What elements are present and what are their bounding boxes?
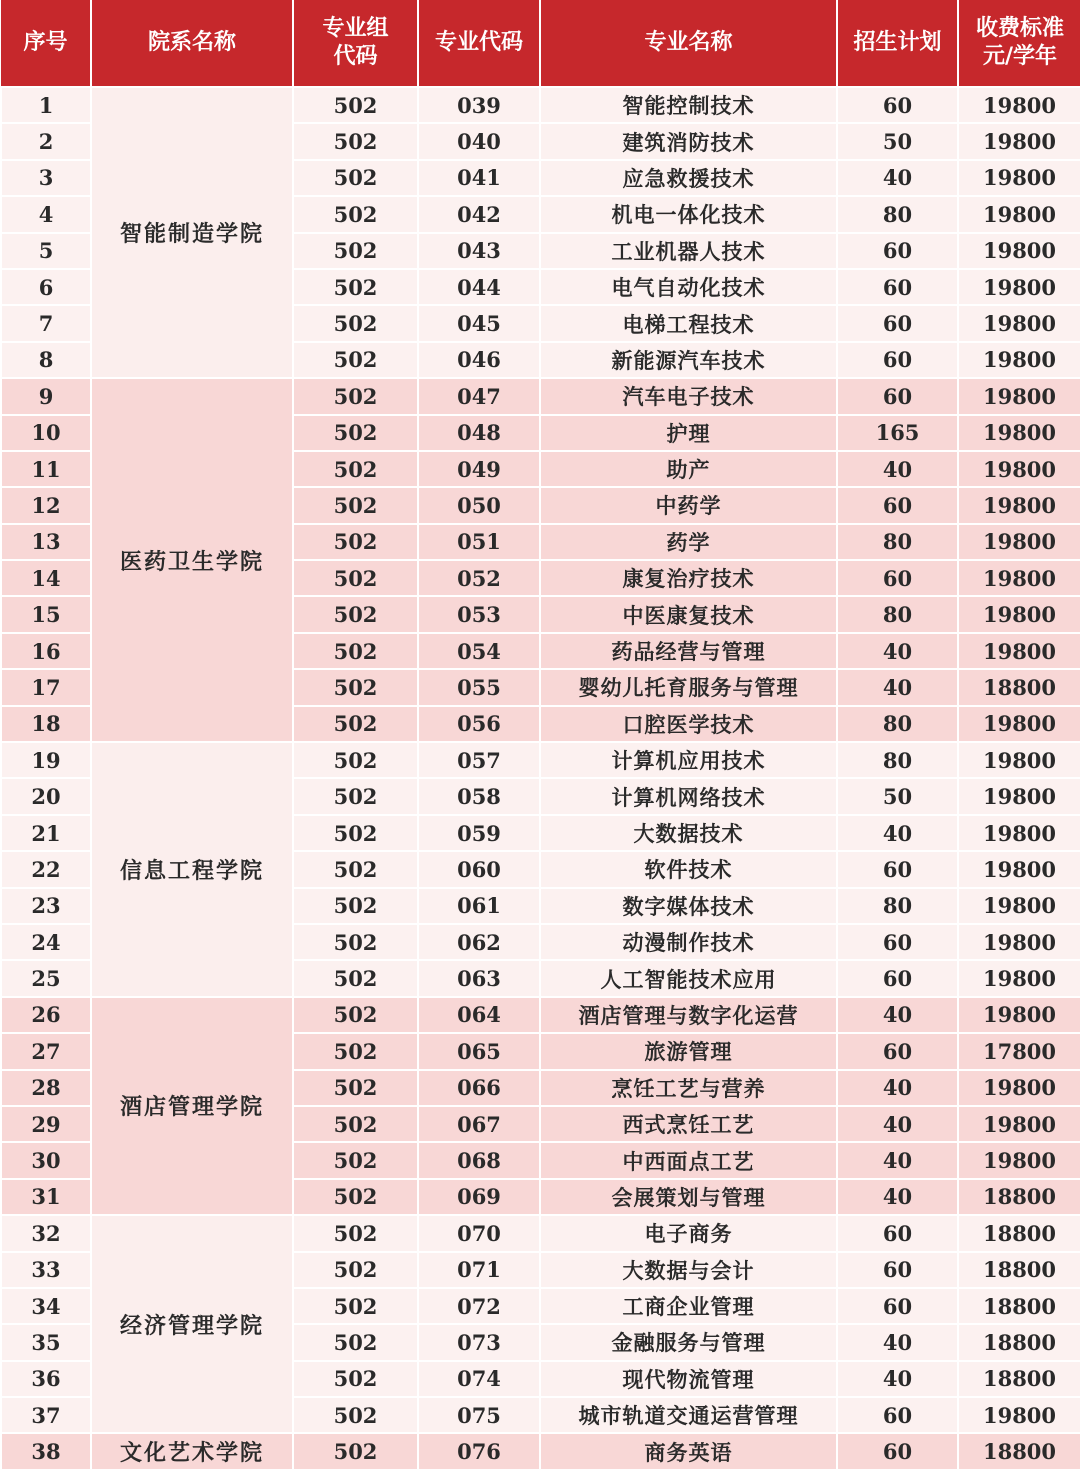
- header-major-code: 专业代码: [418, 0, 540, 87]
- group-code-cell: 502: [293, 1142, 418, 1178]
- major-code-cell: 075: [418, 1397, 540, 1433]
- seq-cell: 37: [1, 1397, 91, 1433]
- major-name-cell: 现代物流管理: [540, 1361, 837, 1397]
- header-fee: [958, 0, 1080, 87]
- department-name-cell: 酒店管理学院: [91, 997, 293, 1215]
- seq-cell: 28: [1, 1070, 91, 1106]
- fee-cell: 18800: [958, 1215, 1080, 1251]
- fee-cell: 17800: [958, 1033, 1080, 1069]
- major-name-cell: 人工智能技术应用: [540, 960, 837, 996]
- major-code-cell: 039: [418, 87, 540, 123]
- fee-cell: 19800: [958, 560, 1080, 596]
- group-code-cell: 502: [293, 1288, 418, 1324]
- fee-cell: 19800: [958, 706, 1080, 742]
- seq-cell: 1: [1, 87, 91, 123]
- plan-cell: 40: [837, 633, 958, 669]
- major-code-cell: 060: [418, 851, 540, 887]
- major-code-cell: 065: [418, 1033, 540, 1069]
- major-code-cell: 068: [418, 1142, 540, 1178]
- department-name-cell: 智能制造学院: [91, 87, 293, 378]
- fee-cell: 18800: [958, 1361, 1080, 1397]
- group-code-cell: 502: [293, 1324, 418, 1360]
- table-row: [1, 87, 1080, 123]
- seq-cell: 23: [1, 888, 91, 924]
- major-name-cell: 软件技术: [540, 851, 837, 887]
- fee-cell: 19800: [958, 87, 1080, 123]
- seq-cell: 20: [1, 778, 91, 814]
- department-name-cell: 医药卫生学院: [91, 378, 293, 742]
- group-code-cell: 502: [293, 997, 418, 1033]
- seq-cell: 9: [1, 378, 91, 414]
- plan-cell: 60: [837, 1433, 958, 1469]
- table-body: [1, 87, 1080, 1470]
- header-group-code-line2: 代码: [333, 44, 378, 69]
- plan-cell: 80: [837, 888, 958, 924]
- seq-cell: 6: [1, 269, 91, 305]
- major-code-cell: 051: [418, 524, 540, 560]
- seq-cell: 26: [1, 997, 91, 1033]
- group-code-cell: 502: [293, 1179, 418, 1215]
- major-code-cell: 057: [418, 742, 540, 778]
- header-seq: 序号: [1, 0, 91, 87]
- plan-cell: 60: [837, 1288, 958, 1324]
- seq-cell: 5: [1, 233, 91, 269]
- header-fee-line2: 元/学年: [982, 44, 1058, 69]
- major-code-cell: 052: [418, 560, 540, 596]
- fee-cell: 19800: [958, 1397, 1080, 1433]
- group-code-cell: 502: [293, 815, 418, 851]
- major-code-cell: 063: [418, 960, 540, 996]
- group-code-cell: 502: [293, 487, 418, 523]
- major-name-cell: 应急救援技术: [540, 160, 837, 196]
- seq-cell: 11: [1, 451, 91, 487]
- major-code-cell: 047: [418, 378, 540, 414]
- group-code-cell: 502: [293, 851, 418, 887]
- header-group-code: [293, 0, 418, 87]
- fee-cell: 19800: [958, 815, 1080, 851]
- major-name-cell: 中医康复技术: [540, 596, 837, 632]
- seq-cell: 38: [1, 1433, 91, 1469]
- seq-cell: 4: [1, 196, 91, 232]
- major-name-cell: 电梯工程技术: [540, 305, 837, 341]
- fee-cell: 18800: [958, 1179, 1080, 1215]
- seq-cell: 29: [1, 1106, 91, 1142]
- major-code-cell: 050: [418, 487, 540, 523]
- plan-cell: 60: [837, 487, 958, 523]
- header-group-code-line1: 专业组: [322, 16, 389, 41]
- fee-cell: 19800: [958, 742, 1080, 778]
- plan-cell: 40: [837, 1070, 958, 1106]
- group-code-cell: 502: [293, 415, 418, 451]
- major-code-cell: 059: [418, 815, 540, 851]
- major-code-cell: 044: [418, 269, 540, 305]
- major-code-cell: 042: [418, 196, 540, 232]
- fee-cell: 18800: [958, 1252, 1080, 1288]
- plan-cell: 40: [837, 669, 958, 705]
- fee-cell: 19800: [958, 924, 1080, 960]
- group-code-cell: 502: [293, 888, 418, 924]
- major-name-cell: 护理: [540, 415, 837, 451]
- group-code-cell: 502: [293, 1433, 418, 1469]
- plan-cell: 50: [837, 123, 958, 159]
- seq-cell: 10: [1, 415, 91, 451]
- major-code-cell: 064: [418, 997, 540, 1033]
- fee-cell: 19800: [958, 633, 1080, 669]
- group-code-cell: 502: [293, 269, 418, 305]
- plan-cell: 60: [837, 87, 958, 123]
- major-name-cell: 口腔医学技术: [540, 706, 837, 742]
- seq-cell: 27: [1, 1033, 91, 1069]
- plan-cell: 60: [837, 1252, 958, 1288]
- major-name-cell: 计算机应用技术: [540, 742, 837, 778]
- major-name-cell: 机电一体化技术: [540, 196, 837, 232]
- group-code-cell: 502: [293, 596, 418, 632]
- major-name-cell: 大数据技术: [540, 815, 837, 851]
- major-code-cell: 048: [418, 415, 540, 451]
- table-row: [1, 742, 1080, 778]
- fee-cell: 19800: [958, 960, 1080, 996]
- major-name-cell: 工业机器人技术: [540, 233, 837, 269]
- seq-cell: 30: [1, 1142, 91, 1178]
- seq-cell: 18: [1, 706, 91, 742]
- major-code-cell: 040: [418, 123, 540, 159]
- major-code-cell: 074: [418, 1361, 540, 1397]
- major-code-cell: 070: [418, 1215, 540, 1251]
- major-code-cell: 043: [418, 233, 540, 269]
- major-name-cell: 中药学: [540, 487, 837, 523]
- department-name-cell: 经济管理学院: [91, 1215, 293, 1433]
- major-name-cell: 药学: [540, 524, 837, 560]
- fee-cell: 18800: [958, 1288, 1080, 1324]
- fee-cell: 19800: [958, 888, 1080, 924]
- plan-cell: 40: [837, 1324, 958, 1360]
- plan-cell: 60: [837, 342, 958, 378]
- group-code-cell: 502: [293, 1361, 418, 1397]
- major-code-cell: 049: [418, 451, 540, 487]
- table-row: [1, 1433, 1080, 1469]
- fee-cell: 19800: [958, 451, 1080, 487]
- group-code-cell: 502: [293, 451, 418, 487]
- seq-cell: 8: [1, 342, 91, 378]
- seq-cell: 16: [1, 633, 91, 669]
- major-code-cell: 073: [418, 1324, 540, 1360]
- plan-cell: 60: [837, 960, 958, 996]
- seq-cell: 31: [1, 1179, 91, 1215]
- fee-cell: 19800: [958, 997, 1080, 1033]
- seq-cell: 2: [1, 123, 91, 159]
- group-code-cell: 502: [293, 233, 418, 269]
- major-code-cell: 041: [418, 160, 540, 196]
- major-name-cell: 商务英语: [540, 1433, 837, 1469]
- plan-cell: 40: [837, 1106, 958, 1142]
- fee-cell: 19800: [958, 851, 1080, 887]
- plan-cell: 40: [837, 1179, 958, 1215]
- seq-cell: 22: [1, 851, 91, 887]
- major-name-cell: 旅游管理: [540, 1033, 837, 1069]
- plan-cell: 40: [837, 997, 958, 1033]
- major-name-cell: 电子商务: [540, 1215, 837, 1251]
- major-name-cell: 酒店管理与数字化运营: [540, 997, 837, 1033]
- fee-cell: 19800: [958, 1142, 1080, 1178]
- major-code-cell: 071: [418, 1252, 540, 1288]
- group-code-cell: 502: [293, 524, 418, 560]
- group-code-cell: 502: [293, 960, 418, 996]
- group-code-cell: 502: [293, 1215, 418, 1251]
- fee-cell: 19800: [958, 778, 1080, 814]
- fee-cell: 18800: [958, 669, 1080, 705]
- major-code-cell: 069: [418, 1179, 540, 1215]
- plan-cell: 80: [837, 196, 958, 232]
- header-major-name: 专业名称: [540, 0, 837, 87]
- table-row: [1, 997, 1080, 1033]
- plan-cell: 165: [837, 415, 958, 451]
- major-name-cell: 中西面点工艺: [540, 1142, 837, 1178]
- department-name-cell: 信息工程学院: [91, 742, 293, 997]
- seq-cell: 13: [1, 524, 91, 560]
- seq-cell: 21: [1, 815, 91, 851]
- major-name-cell: 大数据与会计: [540, 1252, 837, 1288]
- plan-cell: 80: [837, 742, 958, 778]
- major-name-cell: 药品经营与管理: [540, 633, 837, 669]
- major-code-cell: 055: [418, 669, 540, 705]
- plan-cell: 40: [837, 451, 958, 487]
- fee-cell: 19800: [958, 196, 1080, 232]
- major-name-cell: 数字媒体技术: [540, 888, 837, 924]
- seq-cell: 14: [1, 560, 91, 596]
- fee-cell: 18800: [958, 1324, 1080, 1360]
- major-name-cell: 助产: [540, 451, 837, 487]
- major-name-cell: 康复治疗技术: [540, 560, 837, 596]
- table-header-row: [1, 0, 1080, 87]
- group-code-cell: 502: [293, 196, 418, 232]
- group-code-cell: 502: [293, 1397, 418, 1433]
- fee-cell: 19800: [958, 269, 1080, 305]
- major-code-cell: 066: [418, 1070, 540, 1106]
- seq-cell: 12: [1, 487, 91, 523]
- plan-cell: 80: [837, 524, 958, 560]
- seq-cell: 17: [1, 669, 91, 705]
- group-code-cell: 502: [293, 924, 418, 960]
- major-name-cell: 会展策划与管理: [540, 1179, 837, 1215]
- fee-cell: 19800: [958, 305, 1080, 341]
- fee-cell: 19800: [958, 487, 1080, 523]
- major-code-cell: 053: [418, 596, 540, 632]
- major-name-cell: 工商企业管理: [540, 1288, 837, 1324]
- major-name-cell: 金融服务与管理: [540, 1324, 837, 1360]
- group-code-cell: 502: [293, 123, 418, 159]
- header-fee-line1: 收费标准: [975, 16, 1064, 41]
- major-code-cell: 061: [418, 888, 540, 924]
- seq-cell: 33: [1, 1252, 91, 1288]
- seq-cell: 15: [1, 596, 91, 632]
- fee-cell: 19800: [958, 596, 1080, 632]
- group-code-cell: 502: [293, 378, 418, 414]
- major-code-cell: 072: [418, 1288, 540, 1324]
- major-code-cell: 045: [418, 305, 540, 341]
- group-code-cell: 502: [293, 342, 418, 378]
- group-code-cell: 502: [293, 1070, 418, 1106]
- group-code-cell: 502: [293, 706, 418, 742]
- plan-cell: 40: [837, 1361, 958, 1397]
- fee-cell: 19800: [958, 1106, 1080, 1142]
- fee-cell: 19800: [958, 160, 1080, 196]
- plan-cell: 60: [837, 269, 958, 305]
- plan-cell: 50: [837, 778, 958, 814]
- major-name-cell: 新能源汽车技术: [540, 342, 837, 378]
- plan-cell: 60: [837, 1033, 958, 1069]
- group-code-cell: 502: [293, 160, 418, 196]
- plan-cell: 60: [837, 851, 958, 887]
- seq-cell: 35: [1, 1324, 91, 1360]
- plan-cell: 60: [837, 1215, 958, 1251]
- major-code-cell: 056: [418, 706, 540, 742]
- group-code-cell: 502: [293, 1033, 418, 1069]
- plan-cell: 40: [837, 815, 958, 851]
- major-name-cell: 汽车电子技术: [540, 378, 837, 414]
- plan-cell: 60: [837, 924, 958, 960]
- seq-cell: 24: [1, 924, 91, 960]
- group-code-cell: 502: [293, 1106, 418, 1142]
- major-name-cell: 电气自动化技术: [540, 269, 837, 305]
- major-name-cell: 建筑消防技术: [540, 123, 837, 159]
- department-name-cell: 文化艺术学院: [91, 1433, 293, 1469]
- group-code-cell: 502: [293, 560, 418, 596]
- fee-cell: 19800: [958, 342, 1080, 378]
- fee-cell: 19800: [958, 233, 1080, 269]
- plan-cell: 60: [837, 560, 958, 596]
- header-plan: 招生计划: [837, 0, 958, 87]
- table-row: [1, 378, 1080, 414]
- group-code-cell: 502: [293, 633, 418, 669]
- group-code-cell: 502: [293, 87, 418, 123]
- fee-cell: 19800: [958, 123, 1080, 159]
- plan-cell: 60: [837, 1397, 958, 1433]
- plan-cell: 60: [837, 233, 958, 269]
- plan-cell: 40: [837, 1142, 958, 1178]
- group-code-cell: 502: [293, 669, 418, 705]
- major-name-cell: 智能控制技术: [540, 87, 837, 123]
- major-name-cell: 计算机网络技术: [540, 778, 837, 814]
- fee-cell: 19800: [958, 378, 1080, 414]
- fee-cell: 18800: [958, 1433, 1080, 1469]
- fee-cell: 19800: [958, 415, 1080, 451]
- major-code-cell: 076: [418, 1433, 540, 1469]
- seq-cell: 3: [1, 160, 91, 196]
- group-code-cell: 502: [293, 742, 418, 778]
- major-code-cell: 058: [418, 778, 540, 814]
- seq-cell: 36: [1, 1361, 91, 1397]
- major-name-cell: 动漫制作技术: [540, 924, 837, 960]
- seq-cell: 25: [1, 960, 91, 996]
- major-name-cell: 城市轨道交通运营管理: [540, 1397, 837, 1433]
- group-code-cell: 502: [293, 1252, 418, 1288]
- fee-cell: 19800: [958, 1070, 1080, 1106]
- major-code-cell: 067: [418, 1106, 540, 1142]
- major-code-cell: 062: [418, 924, 540, 960]
- major-name-cell: 西式烹饪工艺: [540, 1106, 837, 1142]
- seq-cell: 7: [1, 305, 91, 341]
- table-row: [1, 1215, 1080, 1251]
- major-name-cell: 烹饪工艺与营养: [540, 1070, 837, 1106]
- plan-cell: 40: [837, 160, 958, 196]
- plan-cell: 80: [837, 596, 958, 632]
- plan-cell: 80: [837, 706, 958, 742]
- plan-cell: 60: [837, 305, 958, 341]
- group-code-cell: 502: [293, 305, 418, 341]
- header-dept: 院系名称: [91, 0, 293, 87]
- major-code-cell: 046: [418, 342, 540, 378]
- seq-cell: 32: [1, 1215, 91, 1251]
- group-code-cell: 502: [293, 778, 418, 814]
- major-name-cell: 婴幼儿托育服务与管理: [540, 669, 837, 705]
- fee-cell: 19800: [958, 524, 1080, 560]
- seq-cell: 19: [1, 742, 91, 778]
- major-code-cell: 054: [418, 633, 540, 669]
- plan-cell: 60: [837, 378, 958, 414]
- seq-cell: 34: [1, 1288, 91, 1324]
